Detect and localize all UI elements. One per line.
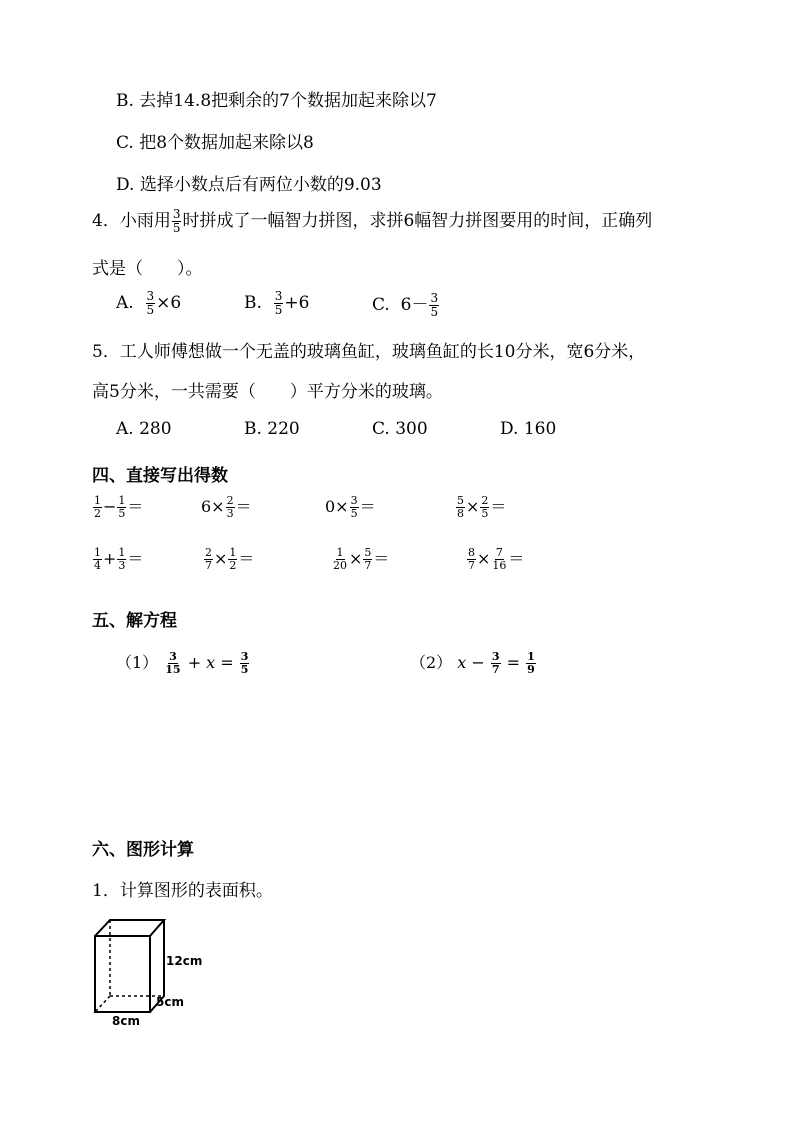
- q3-option-c: C. 把8个数据加起来除以8: [116, 133, 314, 153]
- q4-option-b: B. $\frac{3}{5}$ +6: [244, 289, 310, 317]
- q4-fraction: $\frac{3}{5}$: [172, 207, 181, 235]
- q4-stem-line2: 式是（ ）。: [92, 259, 203, 279]
- section6-q1: 1．计算图形的表面积。: [92, 881, 273, 901]
- length-label: 8cm: [112, 1014, 140, 1028]
- calc-r2-1: $\frac{1}{4}$ + $\frac{1}{3}$ ＝: [94, 546, 144, 572]
- width-label: 5cm: [156, 995, 184, 1009]
- calc-r1-1: $\frac{1}{2}$ − $\frac{1}{5}$ ＝: [94, 494, 144, 520]
- q4-stem: [92, 206, 652, 235]
- q5-option-a: A. 280: [116, 419, 172, 439]
- q4-option-a: A. $\frac{3}{5}$ ×6: [116, 289, 182, 317]
- q5-option-c: C. 300: [372, 419, 428, 439]
- calc-r1-2: 6× $\frac{2}{3}$ ＝: [201, 494, 252, 520]
- q5-option-d: D. 160: [500, 419, 557, 439]
- section4-title: 四、直接写出得数: [92, 466, 228, 486]
- calc-r2-4: $\frac{8}{7}$ × $\frac{7}{16}$ ＝: [468, 546, 525, 572]
- calc-r2-3: $\frac{1}{20}$ × $\frac{5}{7}$ ＝: [333, 546, 390, 572]
- q3-option-d: D. 选择小数点后有两位小数的9.03: [116, 175, 382, 195]
- q5-option-b: B. 220: [244, 419, 300, 439]
- equation-2: （2） x − $\frac{3}{7}$ = $\frac{1}{9}$: [410, 650, 535, 676]
- q4-option-c: C. 6－ $\frac{3}{5}$: [372, 291, 439, 319]
- q5-stem-line1: 5．工人师傅想做一个无盖的玻璃鱼缸，玻璃鱼缸的长10分米，宽6分米，: [92, 342, 646, 362]
- q4-stem-post: 时拼成了一幅智力拼图，求拼6幅智力拼图要用的时间，正确列: [182, 211, 653, 231]
- height-label: 12cm: [166, 954, 203, 968]
- q4-stem-pre: 4．小雨用: [92, 211, 171, 231]
- q5-stem-line2: 高5分米，一共需要（ ）平方分米的玻璃。: [92, 382, 443, 402]
- calc-r2-2: $\frac{2}{7}$ × $\frac{1}{2}$ ＝: [205, 546, 255, 572]
- section6-title: 六、图形计算: [92, 840, 194, 860]
- calc-r1-3: 0× $\frac{3}{5}$ ＝: [325, 494, 376, 520]
- calc-r1-4: $\frac{5}{8}$ × $\frac{2}{5}$ ＝: [457, 494, 507, 520]
- section5-title: 五、解方程: [92, 611, 177, 631]
- equation-1: （1） $\frac{3}{15}$ + x = $\frac{3}{5}$: [116, 650, 249, 676]
- q3-option-b: B. 去掉14.8把剩余的7个数据加起来除以7: [116, 91, 437, 111]
- cuboid-figure: [90, 912, 210, 1030]
